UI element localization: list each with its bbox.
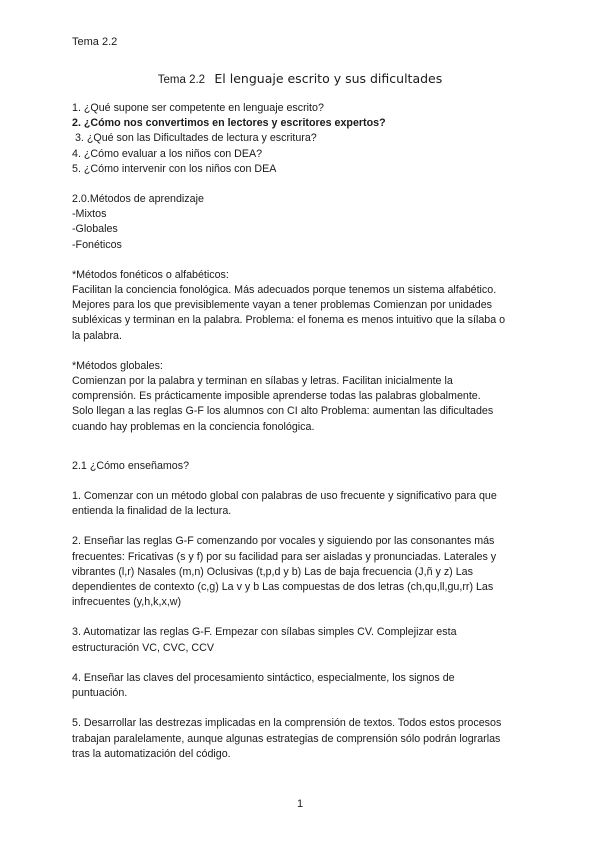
section-heading: 2.1 ¿Cómo enseñamos? — [72, 459, 190, 472]
section-heading: *Métodos fonéticos o alfabéticos: — [72, 268, 229, 281]
paragraph-line: 2. Enseñar las reglas G-F comenzando por vocales y siguiendo por las consonantes más — [72, 535, 495, 548]
document-title — [0, 71, 600, 86]
teaching-section — [72, 459, 532, 762]
teaching-step — [72, 489, 532, 519]
paragraph-line: cuando hay problemas en la conciencia fonológica. — [72, 420, 315, 433]
teaching-step — [72, 534, 532, 610]
method-item: -Mixtos — [72, 208, 107, 221]
question-item: 3. ¿Qué son las Dificultades de lectura y escritura? — [72, 132, 317, 145]
page-number: 1 — [296, 798, 304, 810]
paragraph-line: Facilitan la conciencia fonológica. Más adecuados porque tenemos un sistema alfabético. — [72, 284, 497, 297]
section-heading: 2.0.Métodos de aprendizaje — [72, 193, 204, 206]
phonetic-section — [72, 268, 532, 344]
paragraph-line: Mejores para los que previsiblemente vayan a tener problemas Comienzan por unidades — [72, 299, 493, 312]
method-item: -Globales — [72, 223, 118, 236]
document-body — [72, 101, 532, 762]
global-section — [72, 359, 532, 435]
paragraph-line: puntuación. — [72, 687, 128, 700]
question-item: 4. ¿Cómo evaluar a los niños con DEA? — [72, 147, 263, 160]
paragraph-line: estructuración VC, CVC, CCV — [72, 641, 214, 654]
paragraph-line: Solo llegan a las reglas G-F los alumnos con CI alto Problema: aumentan las dificultades — [72, 405, 494, 418]
paragraph-line: frecuentes: Fricativas (s y f) por su facilidad para ser aisladas y pronunciadas. Laterales y — [72, 550, 497, 563]
paragraph-line: 3. Automatizar las reglas G-F. Empezar con sílabas simples CV. Complejizar esta — [72, 626, 457, 639]
paragraph-line: 1. Comenzar con un método global con palabras de uso frecuente y significativo para que — [72, 490, 497, 503]
paragraph-line: entienda la finalidad de la lectura. — [72, 505, 232, 518]
section-heading: *Métodos globales: — [72, 359, 163, 372]
methods-section — [72, 192, 532, 253]
paragraph-line: la palabra. — [72, 329, 122, 342]
paragraph-line: subléxicas y terminan en la palabra. Problema: el fonema es menos intuitivo que la sílaba o — [72, 314, 506, 327]
paragraph-line: tras la automatización del código. — [72, 747, 231, 760]
paragraph-line: infrecuentes (y,h,k,x,w) — [72, 596, 182, 609]
page-header: Tema 2.2 — [72, 36, 118, 48]
teaching-step — [72, 716, 532, 762]
paragraph-line: comprensión. Es prácticamente imposible aprenderse todas las palabras globalmente. — [72, 390, 481, 403]
paragraph-line: dependientes de contexto (c,g) La v y b Las compuestas de dos letras (ch,qu,ll,gu,rr) Las — [72, 581, 494, 594]
title-text: El lenguaje escrito y sus dificultades — [214, 71, 443, 86]
teaching-step — [72, 671, 532, 701]
question-list — [72, 101, 532, 177]
question-item: 1. ¿Qué supone ser competente en lenguaje escrito? — [72, 102, 324, 114]
paragraph-line: trabajan paralelamente, aunque algunas estrategias de comprensión sólo podrán lograrlas — [72, 732, 501, 745]
paragraph-line: vibrantes (l,r) Nasales (m,n) Oclusivas (t,p,d y b) Las de baja frecuencia (J,ñ y z) Las — [72, 565, 473, 578]
paragraph-line: 5. Desarrollar las destrezas implicadas en la comprensión de textos. Todos estos procesos — [72, 717, 502, 730]
question-item: 5. ¿Cómo intervenir con los niños con DEA — [72, 162, 277, 175]
paragraph-line: Comienzan por la palabra y terminan en sílabas y letras. Facilitan inicialmente la — [72, 375, 453, 388]
teaching-step — [72, 625, 532, 655]
method-item: -Fonéticos — [72, 238, 122, 251]
paragraph-line: 4. Enseñar las claves del procesamiento sintáctico, especialmente, los signos de — [72, 671, 455, 684]
question-item: 2. ¿Cómo nos convertimos en lectores y escritores expertos? — [72, 117, 386, 130]
title-number: Tema 2.2 — [157, 74, 206, 86]
